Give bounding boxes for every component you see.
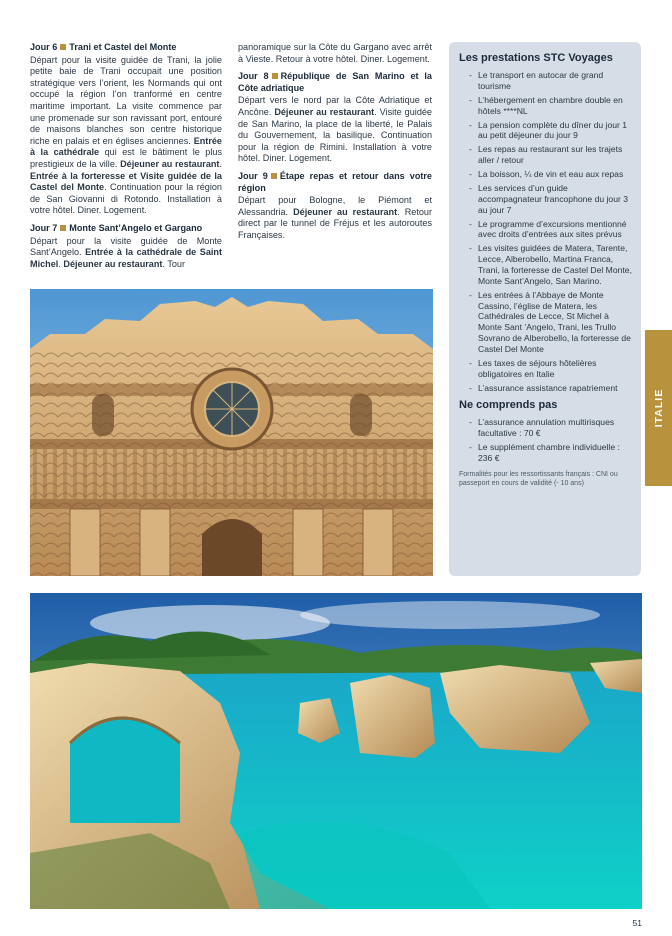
dash-bullet-icon: - (469, 70, 472, 80)
body-text: qui est le bâtiment le plus prestigieux de la ville. (30, 147, 222, 169)
dash-bullet-icon: - (469, 289, 472, 300)
highlight-text: Déjeuner au restaurant (63, 258, 163, 269)
included-list (459, 70, 632, 393)
day-label: Jour 7 (30, 222, 58, 233)
list-item (459, 120, 632, 142)
highlight-text: Déjeuner au restaurant (274, 106, 375, 117)
day-label: Jour 8 (238, 71, 269, 82)
body-text: Départ pour la visite guidée de Trani, la jolie petite baie de Trani occupait une position stratégique vers l’orient, les Normands qui ont occupé la région l’on tranformé en centre maritime important. La visite commence par une promenade sur son ravissant port, entouré de maisons blanches son centre historique riche en palais et en églises anciennes. (30, 54, 222, 146)
day-heading (238, 171, 432, 194)
body-text: . Continuation pour la région de San Giovanni di Rotondo. Installation à votre hôtel. Diner. Logement. (30, 182, 222, 216)
day-description (238, 95, 432, 165)
list-item (459, 95, 632, 117)
list-item (459, 219, 632, 241)
highlight-text: Entrée à la cathédrale de Saint Michel (30, 247, 222, 269)
itinerary-column-right (238, 42, 432, 248)
country-tab-label: ITALIE (652, 388, 665, 428)
list-item-text: Les entrées à l’Abbaye de Monte Cassino, l’église de Matera, les Cathédrales de Lecce, St Michel à Monte Sant ’Angelo, Trani, les Trullo Sovrano de Alberobello, la forteresse de Castel Del Monte (478, 289, 631, 354)
body-text: . Tour (162, 258, 186, 269)
coastline-photo (30, 593, 642, 909)
list-item-text: Les taxes de séjours hôtelières obligatoires en Italie (478, 357, 597, 379)
list-item-text: L’assurance assistance rapatriement (478, 382, 618, 393)
highlight-text: Déjeuner au restaurant (293, 206, 398, 217)
list-item (459, 70, 632, 92)
day-heading (238, 71, 432, 94)
list-item-text: Le transport en autocar de grand tourisme (478, 70, 604, 91)
highlight-text: Entrée à la cathédrale (30, 135, 222, 158)
list-item-text: L’assurance annulation multirisques facultative : 70 € (478, 417, 615, 439)
day-title: Trani et Castel del Monte (69, 42, 177, 52)
highlight-text: Entrée à la forteresse et Visite guidée de la Castel del Monte (30, 170, 222, 193)
day-description (30, 55, 222, 217)
dash-bullet-icon: - (469, 417, 472, 428)
square-bullet-icon (271, 173, 277, 179)
list-item (459, 183, 632, 215)
list-item (459, 383, 632, 394)
day-label: Jour 9 (238, 170, 268, 181)
dash-bullet-icon: - (469, 218, 472, 229)
included-title: Les prestations STC Voyages (459, 52, 613, 64)
dash-bullet-icon: - (469, 169, 472, 180)
square-bullet-icon (272, 73, 278, 79)
square-bullet-icon (60, 225, 66, 231)
day-heading (30, 223, 222, 235)
list-item (459, 358, 632, 380)
excluded-list (459, 417, 632, 463)
body-text: . (58, 258, 64, 269)
page-number: 51 (632, 918, 642, 928)
day-label: Jour 6 (30, 42, 58, 52)
list-item (459, 442, 632, 464)
square-bullet-icon (60, 44, 66, 50)
body-text: . Retour direct par le tunnel de Fréjus et les autoroutes Françaises. (238, 206, 432, 240)
itinerary-day (238, 171, 432, 242)
dash-bullet-icon: - (469, 357, 472, 368)
excluded-title: Ne comprends pas (459, 399, 558, 412)
dash-bullet-icon: - (469, 183, 472, 194)
dash-bullet-icon: - (469, 119, 472, 130)
dash-bullet-icon: - (469, 382, 472, 393)
itinerary-day (30, 223, 222, 270)
list-item-text: Les visites guidées de Matera, Tarente, Lecce, Alberobello, Martina Franca, Trani, la forteresse de Castel Del Monte, Monte Sant’Angelo, San Marino. (478, 243, 632, 286)
body-text: Départ pour Bologne, le Piémont et Alessandria. (238, 195, 432, 217)
list-item-text: Les services d’un guide accompagnateur francophone du jour 3 au jour 7 (478, 183, 629, 215)
highlight-text: Déjeuner au restaurant (120, 158, 220, 169)
services-sidebar (449, 42, 641, 576)
day-continuation: panoramique sur la Côte du Gargano avec arrêt à Vieste. Retour à votre hôtel. Diner. Logement. (238, 42, 432, 64)
list-item-text: La boisson, ¼ de vin et eau aux repas (478, 169, 624, 180)
formalities-note: Formalités pour les ressortissants français : CNI ou passeport en cours de validité (- 10 ans) (459, 470, 618, 487)
dash-bullet-icon: - (469, 243, 472, 254)
day-description (238, 195, 432, 241)
body-text: . Visite guidée de San Marino, la place de la liberté, le Palais du Gouvernement, la basilique. Continuation pour la région de Rimini. Installation à votre hôtel. Diner. Logement. (238, 106, 432, 164)
basilica-facade-photo (30, 289, 433, 576)
dash-bullet-icon: - (469, 94, 472, 105)
body-text: Départ pour la visite guidée de Monte Sant’Angelo. (30, 235, 222, 258)
list-item (459, 169, 632, 180)
list-item-text: Le supplément chambre individuelle : 236 € (478, 442, 620, 463)
day-heading (30, 42, 222, 54)
list-item (459, 417, 632, 439)
body-text: . (219, 158, 222, 169)
list-item-text: La pension complète du dîner du jour 1 au petit déjeuner du jour 9 (478, 119, 628, 141)
day-title: République de San Marino et la Côte adriatique (238, 71, 432, 93)
country-tab (645, 330, 672, 486)
itinerary-column-left (30, 42, 222, 276)
dash-bullet-icon: - (469, 144, 472, 155)
day-title: Monte Sant’Angelo et Gargano (69, 222, 203, 233)
list-item (459, 144, 632, 166)
dash-bullet-icon: - (469, 442, 472, 453)
itinerary-day (238, 71, 432, 165)
day-description (30, 236, 222, 271)
day-title: Étape repas et retour dans votre région (238, 170, 432, 193)
body-text: Départ vers le nord par la Côte Adriatique et Ancône. (238, 95, 432, 117)
list-item-text: Le programme d’excursions mentionné avec droits d’entrées aux sites prévus (478, 218, 627, 240)
list-item-text: Les repas au restaurant sur les trajets aller / retour (478, 144, 623, 166)
list-item-text: L’hébergement en chambre double en hôtels ****NL (478, 94, 623, 116)
list-item (459, 243, 632, 286)
list-item (459, 290, 632, 355)
itinerary-day (30, 42, 222, 217)
